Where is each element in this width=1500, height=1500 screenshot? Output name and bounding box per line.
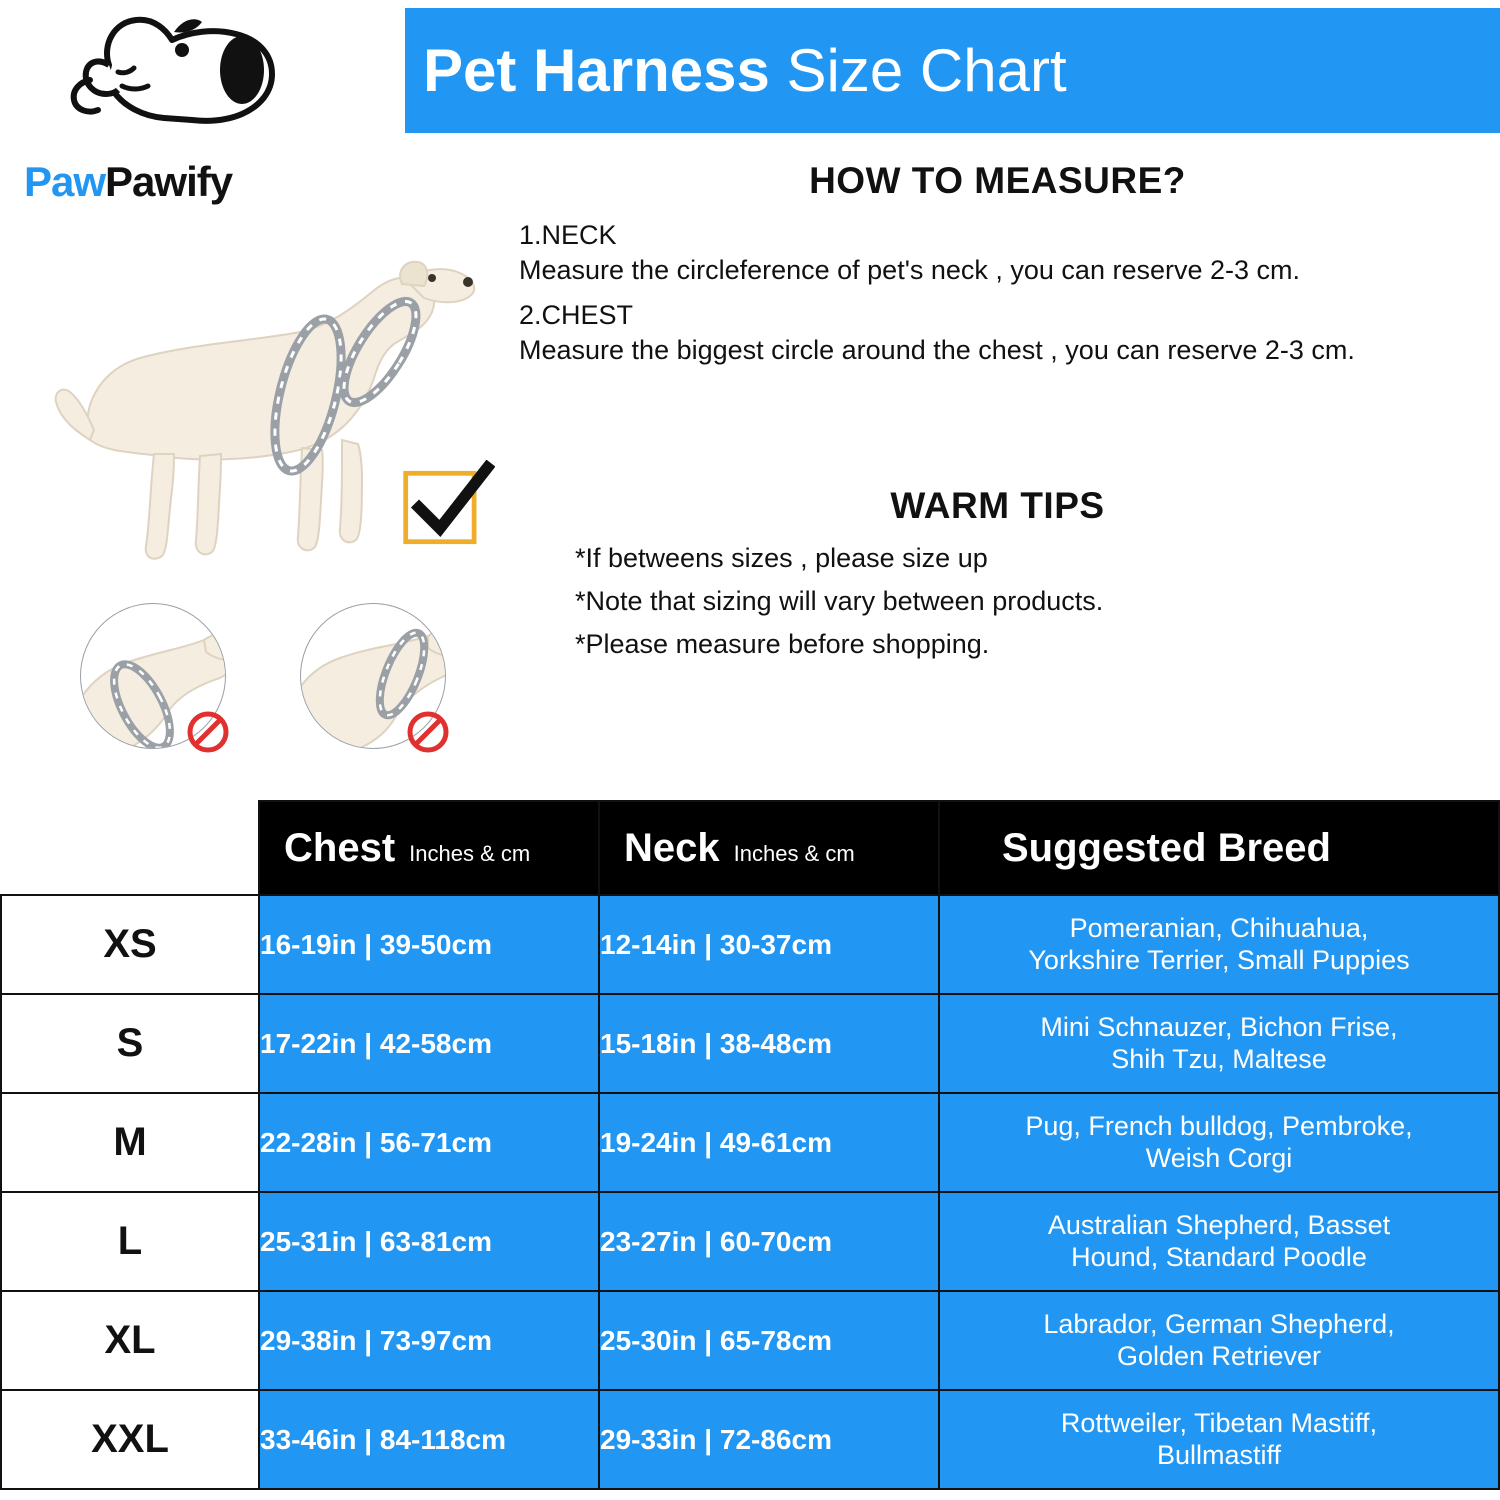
incorrect-neck-measure-illustration: [58, 600, 248, 760]
table-row: [1, 1093, 1499, 1192]
header-banner: [405, 8, 1500, 133]
measurement-illustrations: [20, 230, 520, 770]
how-to-measure-section: [505, 160, 1490, 380]
incorrect-chest-measure-illustration: [278, 600, 468, 760]
dog-head-logo-icon: [14, 10, 404, 160]
table-header-chest-label: Chest: [284, 825, 396, 870]
row-breed-xl: Labrador, German Shepherd, Golden Retriever: [939, 1291, 1499, 1390]
warm-tips-title: WARM TIPS: [890, 485, 1105, 526]
row-breed-xxl: Rottweiler, Tibetan Mastiff, Bullmastiff: [939, 1390, 1499, 1489]
row-chest-m: 22-28in | 56-71cm: [259, 1093, 599, 1192]
table-header-breed-label: Suggested Breed: [1002, 825, 1331, 870]
table-body: [1, 895, 1499, 1489]
row-chest-s: 17-22in | 42-58cm: [259, 994, 599, 1093]
warm-tips-section: [505, 485, 1490, 672]
table-row: [1, 1291, 1499, 1390]
table-header-chest-unit: Inches & cm: [409, 840, 531, 866]
table-header-neck: [599, 801, 939, 895]
brand-name-part1: Paw: [24, 158, 106, 205]
table-row: [1, 895, 1499, 994]
row-chest-xs: 16-19in | 39-50cm: [259, 895, 599, 994]
how-to-measure-title: HOW TO MEASURE?: [809, 160, 1186, 201]
row-size-s: S: [1, 994, 259, 1093]
page-title-light: Size Chart: [769, 36, 1067, 104]
table-header: [1, 801, 1499, 895]
table-header-chest: [259, 801, 599, 895]
table-header-breed: [939, 801, 1499, 895]
brand-name: [24, 158, 232, 206]
row-neck-xs: 12-14in | 30-37cm: [599, 895, 939, 994]
warm-tip-3: *Please measure before shopping.: [575, 629, 990, 659]
row-chest-xxl: 33-46in | 84-118cm: [259, 1390, 599, 1489]
measure-step-1-text: Measure the circleference of pet's neck , you can reserve 2-3 cm.: [519, 255, 1301, 285]
table-header-neck-label: Neck: [624, 825, 720, 870]
row-size-xs: XS: [1, 895, 259, 994]
brand-name-part2: Pawify: [105, 158, 233, 205]
measure-step-1-label: 1.NECK: [519, 220, 617, 250]
table-row: [1, 994, 1499, 1093]
row-neck-s: 15-18in | 38-48cm: [599, 994, 939, 1093]
row-size-xl: XL: [1, 1291, 259, 1390]
measure-step-2-label: 2.CHEST: [519, 300, 634, 330]
size-chart-table-wrapper: [0, 800, 1500, 1490]
row-size-xxl: XXL: [1, 1390, 259, 1489]
table-header-size: [1, 801, 259, 895]
page-title: [423, 36, 1067, 104]
row-size-l: L: [1, 1192, 259, 1291]
row-breed-s: Mini Schnauzer, Bichon Frise, Shih Tzu, Maltese: [939, 994, 1499, 1093]
table-row: [1, 1192, 1499, 1291]
size-chart-table: [0, 800, 1500, 1490]
table-header-row: [1, 801, 1499, 895]
table-header-neck-unit: Inches & cm: [733, 840, 855, 866]
warm-tip-1: *If betweens sizes , please size up: [575, 543, 988, 573]
row-neck-xl: 25-30in | 65-78cm: [599, 1291, 939, 1390]
row-breed-m: Pug, French bulldog, Pembroke, Weish Corgi: [939, 1093, 1499, 1192]
row-chest-l: 25-31in | 63-81cm: [259, 1192, 599, 1291]
row-neck-m: 19-24in | 49-61cm: [599, 1093, 939, 1192]
row-breed-l: Australian Shepherd, Basset Hound, Standard Poodle: [939, 1192, 1499, 1291]
row-breed-xs: Pomeranian, Chihuahua, Yorkshire Terrier, Small Puppies: [939, 895, 1499, 994]
row-neck-xxl: 29-33in | 72-86cm: [599, 1390, 939, 1489]
row-neck-l: 23-27in | 60-70cm: [599, 1192, 939, 1291]
table-row: [1, 1390, 1499, 1489]
warm-tip-2: *Note that sizing will vary between products.: [575, 586, 1104, 616]
row-chest-xl: 29-38in | 73-97cm: [259, 1291, 599, 1390]
row-size-m: M: [1, 1093, 259, 1192]
brand-logo: [14, 10, 404, 220]
page-title-bold: Pet Harness: [423, 36, 770, 104]
check-mark-icon: [400, 460, 495, 555]
measure-step-2-text: Measure the biggest circle around the chest , you can reserve 2-3 cm.: [519, 335, 1355, 365]
